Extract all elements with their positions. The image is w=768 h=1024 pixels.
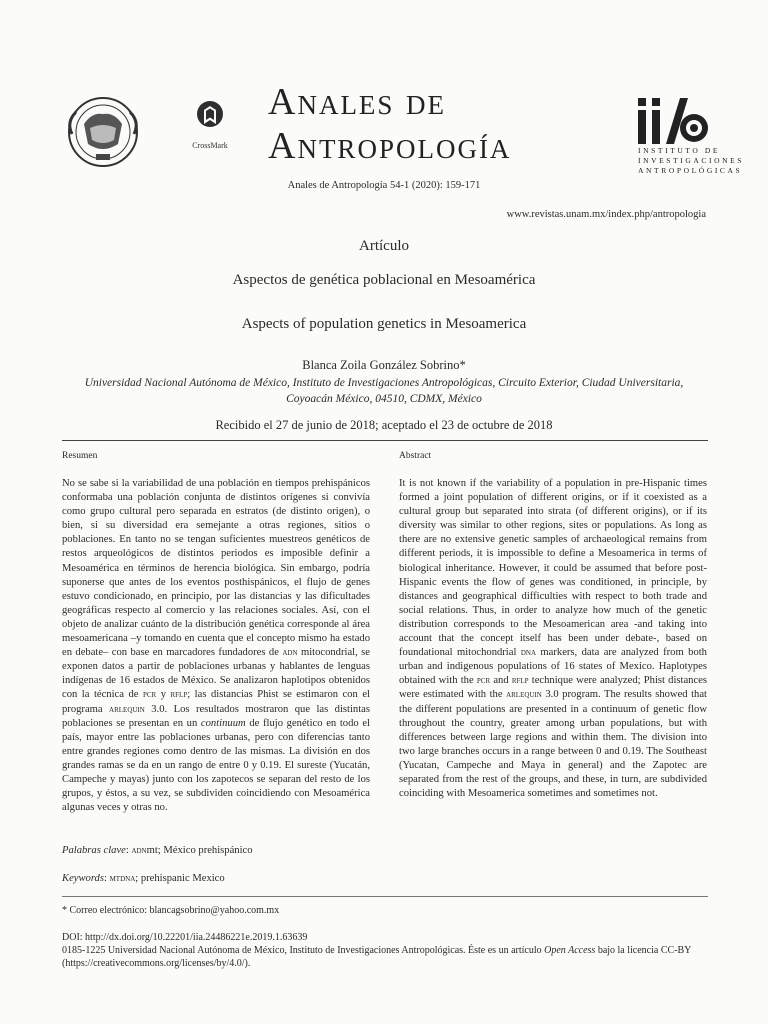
citation: Anales de Antropología 54-1 (2020): 159-171 [287,180,481,191]
resumen-text-5: de flujo genético en todo el país, mayor entre las poblaciones urbanas, pero con diferencias tanto entre grandes regiones como dentro de las mismas. La división en dos grandes ramas se da en un rango de entre 0 y 0.19. El sureste (Yucatán, Campeche y mayas) junto con los zapotecos se separan del resto de los grupos, y éstos, a su vez, se subdividen coincidiendo con Mesoamérica algunas veces y otras no. [62,717,370,814]
doi-link[interactable]: DOI: http://dx.doi.org/10.22201/iia.24486221e.2019.1.63639 [62,932,308,943]
resumen-body [62,477,370,815]
institute-line1: INSTITUTO DE [638,146,721,155]
license-open-access: Open Access [544,945,596,956]
resumen-text-2: mitocondrial, se exponen datos a partir de poblaciones urbanas y hablantes de lenguas indígenas de 16 estados de México. Se analizaron haplotipos obtenidos con la técnica de [62,647,370,701]
keywords-es-code: adn [131,845,147,856]
abstract-arlequin: arlequin [506,689,542,701]
resumen-heading: Resumen [62,451,98,461]
website-link[interactable]: www.revistas.unam.mx/index.php/antropologia [506,209,706,220]
article-type: Artículo [359,238,409,254]
abstract-text-2: markers, data are analyzed from both urban and indigenous populations of 16 states of Mexico. Haplotypes obtained with the [399,647,707,687]
abstract-text-1: It is not known if the variability of a population in pre-Hispanic times formed a joint population of different origins, or if it coexisted as a cultural group but separated into strata (of different origins), or if its diversity was similar to other regions, sites or populations. As long as there are no extensive genetic samples of archaeological remains from different periods, it is impossible to define a Mesoamerica in terms of biological inheritance. However, it could be assumed that before post-Hispanic events the flow of genes was conditioned, in principle, by distances and geographical difficulties with respect to both trade and social relations. Thus, in order to analyze how much of the genetic distribution corresponds to the Mesoamerican area -and taking into account that the concept itself has been under debate-, based on foundational mitochondrial [399,478,707,659]
unam-seal-icon [62,94,144,170]
resumen-rflp: rflp [170,689,188,701]
keywords-en-label: Keywords [62,873,104,884]
institute-line3: ANTROPOLÓGICAS [638,166,743,175]
footnote-divider [62,896,708,897]
resumen-arlequin: arlequin [109,703,145,715]
affiliation-line1: Universidad Nacional Autónoma de México, Instituto de Investigaciones Antropológicas, Circuito Exterior, Ciudad Universitaria, [84,377,684,389]
license-text-1: 0185-1225 Universidad Nacional Autónoma de México, Instituto de Investigaciones Antropológicas. Éste es un artículo [62,945,545,956]
keywords-en-sep: : [103,873,110,884]
keywords-es-label: Palabras clave [62,845,126,856]
title-english: Aspects of population genetics in Mesoamerica [241,316,527,332]
abstract-and: and [490,675,512,687]
resumen-text-1: No se sabe si la variabilidad de una población en tiempos prehispánicos conformaba una población conjunta de distintos orígenes si convivía como grupo cultural pero separada en estratos (de distinto origen), o bien, si su diversidad era semejante a otras regiones, sitios o poblaciones. En tanto no se tengan suficientes muestreos genéticos de restos arqueológicos de distintos periodos es imposible definir a Mesoamérica en términos de herencia biológica. Sin embargo, podría suponerse que antes de los eventos posthispánicos, el flujo de genes estuvo condicionado, en principio, por las distancias y las dificultades geográficas respecto al comercio y las relaciones sociales. Así, con el objeto de analizar cuánto de la distribución genética corresponde al área mesoamericana –y tomando en cuenta que el concepto mismo ha estado en debate– con base en marcadores fundadores de [62,478,370,659]
resumen-text-3: ; las distancias Phist se estimaron con el programa [62,689,370,715]
keywords-spanish [62,845,253,856]
keywords-en-code: mtdna [109,873,136,884]
author-name: Blanca Zoila González Sobrino* [302,358,466,372]
abstract-dna: dna [520,647,536,659]
resumen-y: y [156,689,171,701]
keywords-es-sep: : [125,845,132,856]
abstract-text-4: 3.0 program. The results showed that the different populations are presented in a continuum of genetic flow throughout the country, greater among urban populations, but with differences between large regions and within them. The division into two large branches occurs in a range between 0 and 0.19. The Southeast (Yucatan, Campeche and Maya in general) and the Zapotec are separated from the rest of the groups, and these, in turn, are subdivided coinciding with Mesoamerica sometimes and sometimes not. [399,689,707,800]
resumen-continuum: continuum [200,717,246,729]
abstract-text-3: technique were analyzed; Phist distances were estimated with the [399,675,708,701]
resumen-text-4: 3.0. Los resultados mostraron que las distintas poblaciones se presentan en un [62,703,370,729]
title-spanish: Aspectos de genética poblacional en Mesoamérica [232,272,536,288]
resumen-pcr: pcr [142,689,157,701]
crossmark-icon [196,100,224,134]
license-statement [62,944,708,970]
keywords-es-rest: mt; México prehispánico [146,845,253,856]
abstract-body [399,477,707,801]
journal-title-line2: Antropología [268,125,512,167]
abstract-pcr: pcr [476,675,491,687]
crossmark-label: CrossMark [192,141,228,150]
crossmark-badge[interactable] [182,100,238,150]
resumen-adn: adn [282,647,298,659]
abstract-rflp: rflp [511,675,529,687]
received-date: Recibido el 27 de junio de 2018; aceptado el 23 de octubre de 2018 [215,418,553,432]
journal-title [268,80,511,168]
keywords-english [62,873,225,884]
author-affiliation [70,375,698,407]
abstract-heading: Abstract [399,451,432,461]
affiliation-line2: Coyoacán México, 04510, CDMX, México [286,393,482,405]
divider [62,440,708,441]
keywords-en-rest: ; prehispanic Mexico [135,873,225,884]
institute-line2: INVESTIGACIONES [638,156,745,165]
author-email-footnote: * Correo electrónico: blancagsobrino@yahoo.com.mx [62,905,280,916]
institute-name [638,146,744,176]
license-text-2: bajo la licencia CC-BY (https://creativecommons.org/licenses/by/4.0/). [62,945,692,969]
journal-title-line1: Anales de [268,81,446,123]
